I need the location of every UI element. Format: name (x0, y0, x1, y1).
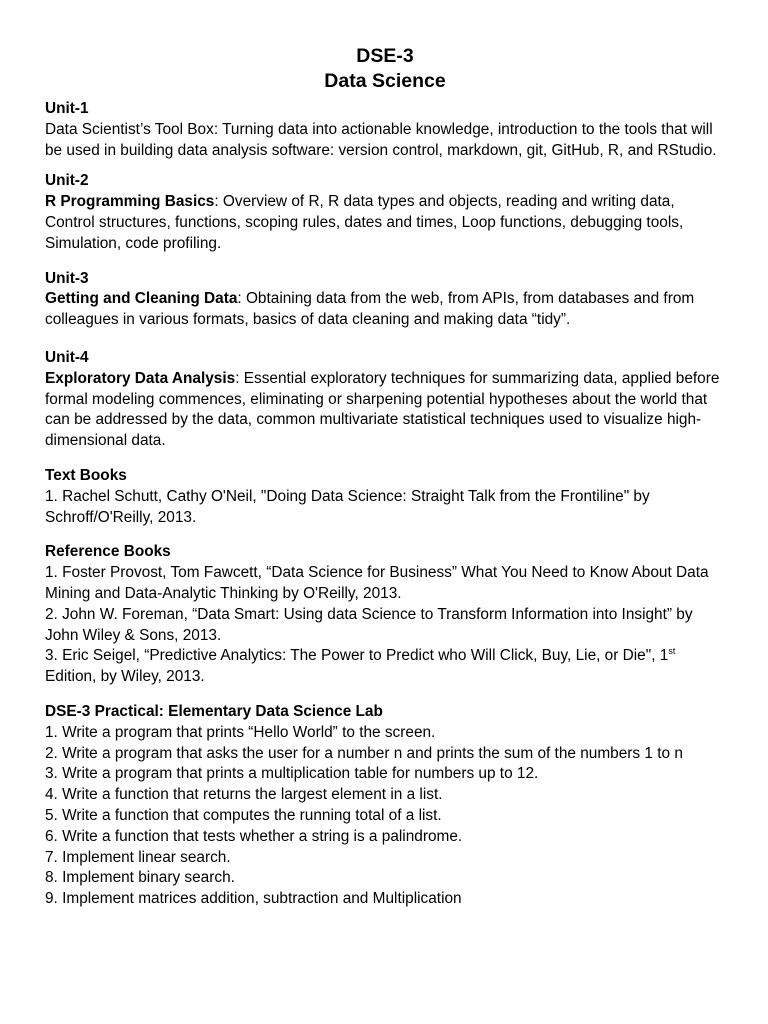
unit-3-heading: Unit-3 (45, 269, 89, 287)
text-books-heading: Text Books (45, 466, 127, 484)
reference-books-heading: Reference Books (45, 543, 171, 561)
practical-item-4: 4. Write a function that returns the largest element in a list. (45, 786, 443, 804)
unit-2-topic: R Programming Basics (45, 193, 215, 211)
unit-2-paragraph (45, 192, 725, 254)
practical-item-3: 3. Write a program that prints a multiplication table for numbers up to 12. (45, 765, 539, 783)
syllabus-page (45, 44, 725, 910)
practical-item-5: 5. Write a function that computes the running total of a list. (45, 806, 442, 824)
practical-item-9: 9. Implement matrices addition, subtraction and Multiplication (45, 890, 462, 908)
unit-4-topic: Exploratory Data Analysis (45, 369, 236, 387)
unit-3-topic: Getting and Cleaning Data (45, 290, 238, 308)
reference-book-3-superscript: st (668, 646, 676, 657)
course-title: Data Science (324, 70, 446, 92)
unit-1-text: Data Scientist’s Tool Box: Turning data into actionable knowledge, introduction to the tools that will be used in building data analysis software: version control, markdown, git, GitHub, R, and RStudio. (45, 120, 717, 159)
reference-book-item-2: 2. John W. Foreman, “Data Smart: Using data Science to Transform Information into Insight” by John Wiley & Sons, 2013. (45, 605, 693, 644)
practical-item-6: 6. Write a function that tests whether a string is a palindrome. (45, 827, 463, 845)
unit-4-heading: Unit-4 (45, 348, 89, 366)
practical-heading: DSE-3 Practical: Elementary Data Science Lab (45, 702, 383, 720)
practical-item-2: 2. Write a program that asks the user for a number n and prints the sum of the numbers 1 to n (45, 744, 683, 762)
reference-book-3-prefix: 3. Eric Seigel, “Predictive Analytics: The Power to Predict who Will Click, Buy, Lie, or Die", 1 (45, 647, 669, 665)
unit-4-paragraph (45, 369, 725, 452)
unit-3-paragraph (45, 289, 725, 331)
practical-item-7: 7. Implement linear search. (45, 848, 231, 866)
unit-4-text: : Essential exploratory techniques for summarizing data, applied before formal modeling commences, eliminating or sharpening potential hypotheses about the world that can be addressed by the data, common multivariate statistical techniques used to visualize high-dimensional data. (45, 369, 720, 450)
unit-2-text: : Overview of R, R data types and objects, reading and writing data, Control structures, functions, scoping rules, dates and times, Loop functions, debugging tools, Simulation, code profiling. (45, 193, 684, 252)
course-code: DSE-3 (356, 45, 414, 67)
reference-book-3-suffix: Edition, by Wiley, 2013. (45, 668, 205, 686)
practical-item-1: 1. Write a program that prints “Hello World” to the screen. (45, 723, 436, 741)
unit-1-heading: Unit-1 (45, 100, 89, 117)
reference-book-item-3 (45, 646, 725, 688)
text-book-item: 1. Rachel Schutt, Cathy O'Neil, "Doing Data Science: Straight Talk from the Frontiline" by Schroff/O'Reilly, 2013. (45, 487, 650, 526)
unit-2-heading: Unit-2 (45, 172, 89, 190)
unit-3-text: : Obtaining data from the web, from APIs, from databases and from colleagues in various formats, basics of data cleaning and making data “tidy”. (45, 290, 695, 329)
reference-book-item-1: 1. Foster Provost, Tom Fawcett, “Data Science for Business” What You Need to Know About Data Mining and Data-Analytic Thinking by O'Reilly, 2013. (45, 564, 709, 602)
practical-item-8: 8. Implement binary search. (45, 869, 235, 887)
